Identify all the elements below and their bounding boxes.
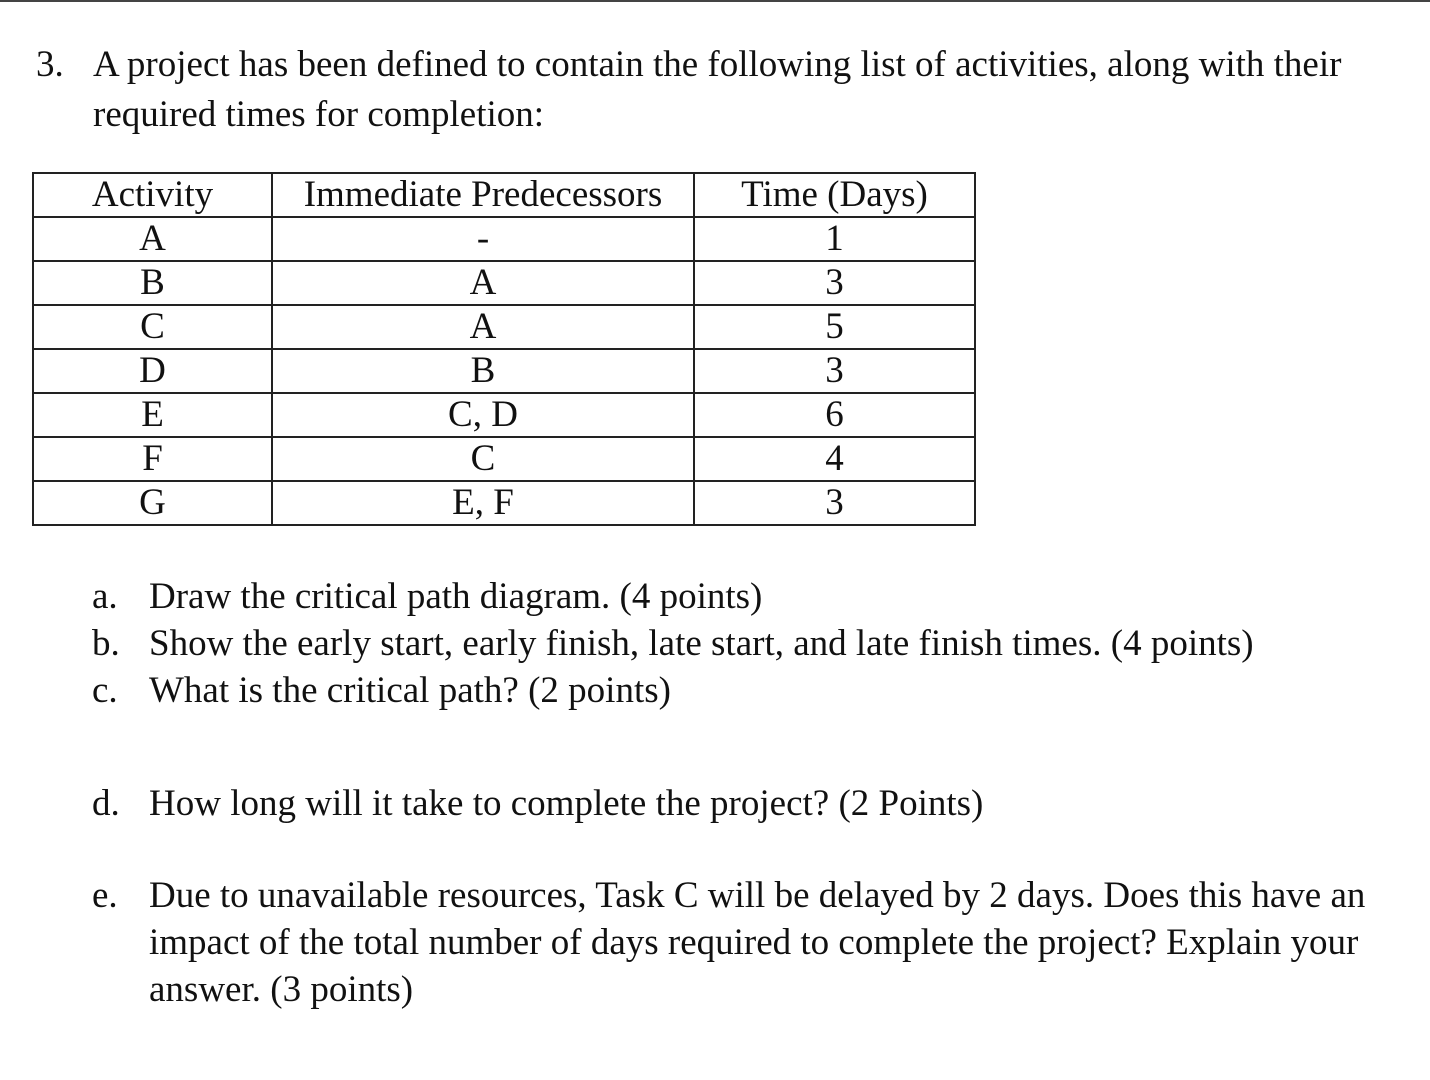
time-cell: 3 (694, 481, 975, 525)
header-activity: Activity (33, 173, 272, 217)
activity-cell: E (33, 393, 272, 437)
question-number: 3. (36, 44, 64, 85)
table-row (33, 393, 975, 437)
activity-table (32, 172, 976, 526)
predecessors-cell: - (272, 217, 694, 261)
table-row (33, 305, 975, 349)
activity-cell: A (33, 217, 272, 261)
activity-cell: B (33, 261, 272, 305)
table-row (33, 481, 975, 525)
table-row (33, 349, 975, 393)
top-divider (0, 0, 1430, 2)
subquestion-text: How long will it take to complete the project? (2 Points) (149, 783, 984, 824)
activity-cell: F (33, 437, 272, 481)
activity-cell: D (33, 349, 272, 393)
header-time: Time (Days) (694, 173, 975, 217)
predecessors-cell: C (272, 437, 694, 481)
question-text: A project has been defined to contain the following list of activities, along with their required times for completion: (93, 44, 1342, 135)
time-cell: 4 (694, 437, 975, 481)
header-predecessors: Immediate Predecessors (272, 173, 694, 217)
activity-cell: G (33, 481, 272, 525)
subquestion-text: Draw the critical path diagram. (4 points) (149, 576, 763, 617)
subquestion-letter: e. (92, 875, 118, 916)
predecessors-cell: A (272, 261, 694, 305)
subquestion-letter: b. (92, 623, 120, 664)
subquestion-text: Due to unavailable resources, Task C will be delayed by 2 days. Does this have an impact of the total number of days required to complete the project? Explain your answer. (3 points) (149, 875, 1366, 1010)
time-cell: 5 (694, 305, 975, 349)
table-row (33, 261, 975, 305)
subquestion-text: What is the critical path? (2 points) (149, 670, 671, 711)
subquestion-text: Show the early start, early finish, late start, and late finish times. (4 points) (149, 623, 1254, 664)
activity-cell: C (33, 305, 272, 349)
table-row (33, 437, 975, 481)
predecessors-cell: B (272, 349, 694, 393)
table-row (33, 217, 975, 261)
predecessors-cell: E, F (272, 481, 694, 525)
time-cell: 6 (694, 393, 975, 437)
subquestion-letter: a. (92, 576, 118, 617)
time-cell: 1 (694, 217, 975, 261)
predecessors-cell: A (272, 305, 694, 349)
table-header-row (33, 173, 975, 217)
subquestion-letter: d. (92, 783, 120, 824)
predecessors-cell: C, D (272, 393, 694, 437)
subquestion-letter: c. (92, 670, 118, 711)
time-cell: 3 (694, 349, 975, 393)
time-cell: 3 (694, 261, 975, 305)
